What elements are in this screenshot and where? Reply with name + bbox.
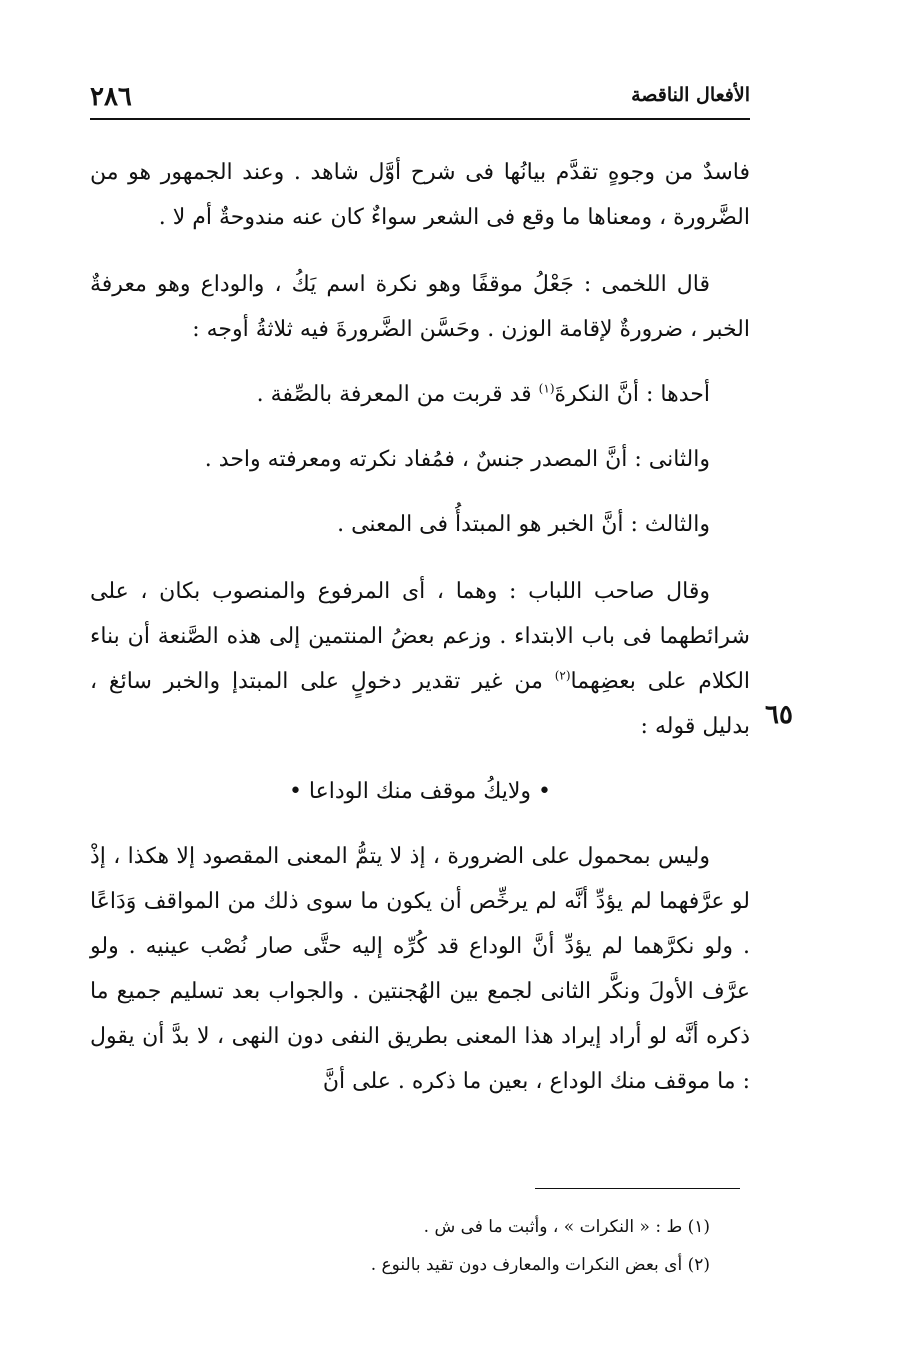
footnote-1: (١) ط : « النكرات » ، وأثبت ما فى ش . (423, 1217, 710, 1237)
footnotes (90, 1208, 710, 1284)
paragraph-3-text-end: من غير تقدير دخولٍ على المبتدإ والخبر سائغ ، بدليل قوله : (90, 669, 750, 739)
footnote-mark-1: (١) (538, 381, 555, 396)
main-text (90, 150, 750, 1104)
verse-line: • ولايكُ موقف منك الوداعا • (288, 779, 552, 804)
paragraph-1: فاسدٌ من وجوهٍ تقدَّم بيانُها فى شرح أوَّل شاهد . وعند الجمهور هو من الضَّرورة ، ومعناها ما وقع فى الشعر سواءٌ كان عنه مندوحةٌ أم لا . (90, 160, 750, 230)
paragraph-3 (90, 569, 750, 749)
footnote-rule (535, 1188, 740, 1189)
margin-number: ٦٥ (765, 700, 793, 730)
paragraph-3-text: وقال صاحب اللباب : وهما ، أى المرفوع والمنصوب بكان ، على شرائطهما فى باب الابتداء . وزعم بعضُ المنتمين إلى هذه الصَّنعة أن بناء الكلام على بعضِهما (90, 579, 751, 694)
footnote-mark-2: (٢) (554, 668, 571, 683)
page-number: ٢٨٦ (90, 82, 132, 112)
point-one-text: أحدها : أنَّ النكرةَ (554, 382, 710, 407)
header-rule (90, 118, 750, 120)
point-two: والثانى : أنَّ المصدر جنسٌ ، فمُفاد نكرته ومعرفته واحد . (204, 447, 710, 472)
paragraph-2: قال اللخمى : جَعْلُ موقفًا وهو نكرة اسم يَكُ ، والوداع وهو معرفةٌ الخبر ، ضرورةٌ لإقامة الوزن . وحَسَّن الضَّرورةَ فيه ثلاثةُ أوجه : (90, 272, 750, 342)
running-title: الأفعال الناقصة (631, 84, 750, 106)
point-three: والثالث : أنَّ الخبر هو المبتدأُ فى المعنى . (337, 512, 710, 537)
point-one-text-end: قد قربت من المعرفة بالصِّفة . (256, 382, 539, 407)
page-header (90, 78, 750, 120)
footnote-2: (٢) أى بعض النكرات والمعارف دون تقيد بالنوع . (370, 1255, 710, 1275)
point-one (90, 372, 750, 417)
paragraph-4: وليس بمحمول على الضرورة ، إذ لا يتمُّ المعنى المقصود إلا هكذا ، إذْ لو عرَّفهما لم يؤدِّ أنَّه لم يرخِّص أن يكون ما سوى ذلك من المواقف وَدَاعًا . ولو نكرَّهما لم يؤدِّ أنَّ الوداع قد كُرِّه إليه حتَّى صار نُصْب عينيه . ولو عرَّف الأولَ ونكَّر الثانى لجمع بين الهُجنتين . والجواب بعد تسليم جميع ما ذكره أنَّه لو أراد إيراد هذا المعنى بطريق النفى دون النهى ، لا بدَّ أن يقول : ما موقف منك الوداع ، بعين ما ذكره . على أنَّ (90, 844, 750, 1094)
